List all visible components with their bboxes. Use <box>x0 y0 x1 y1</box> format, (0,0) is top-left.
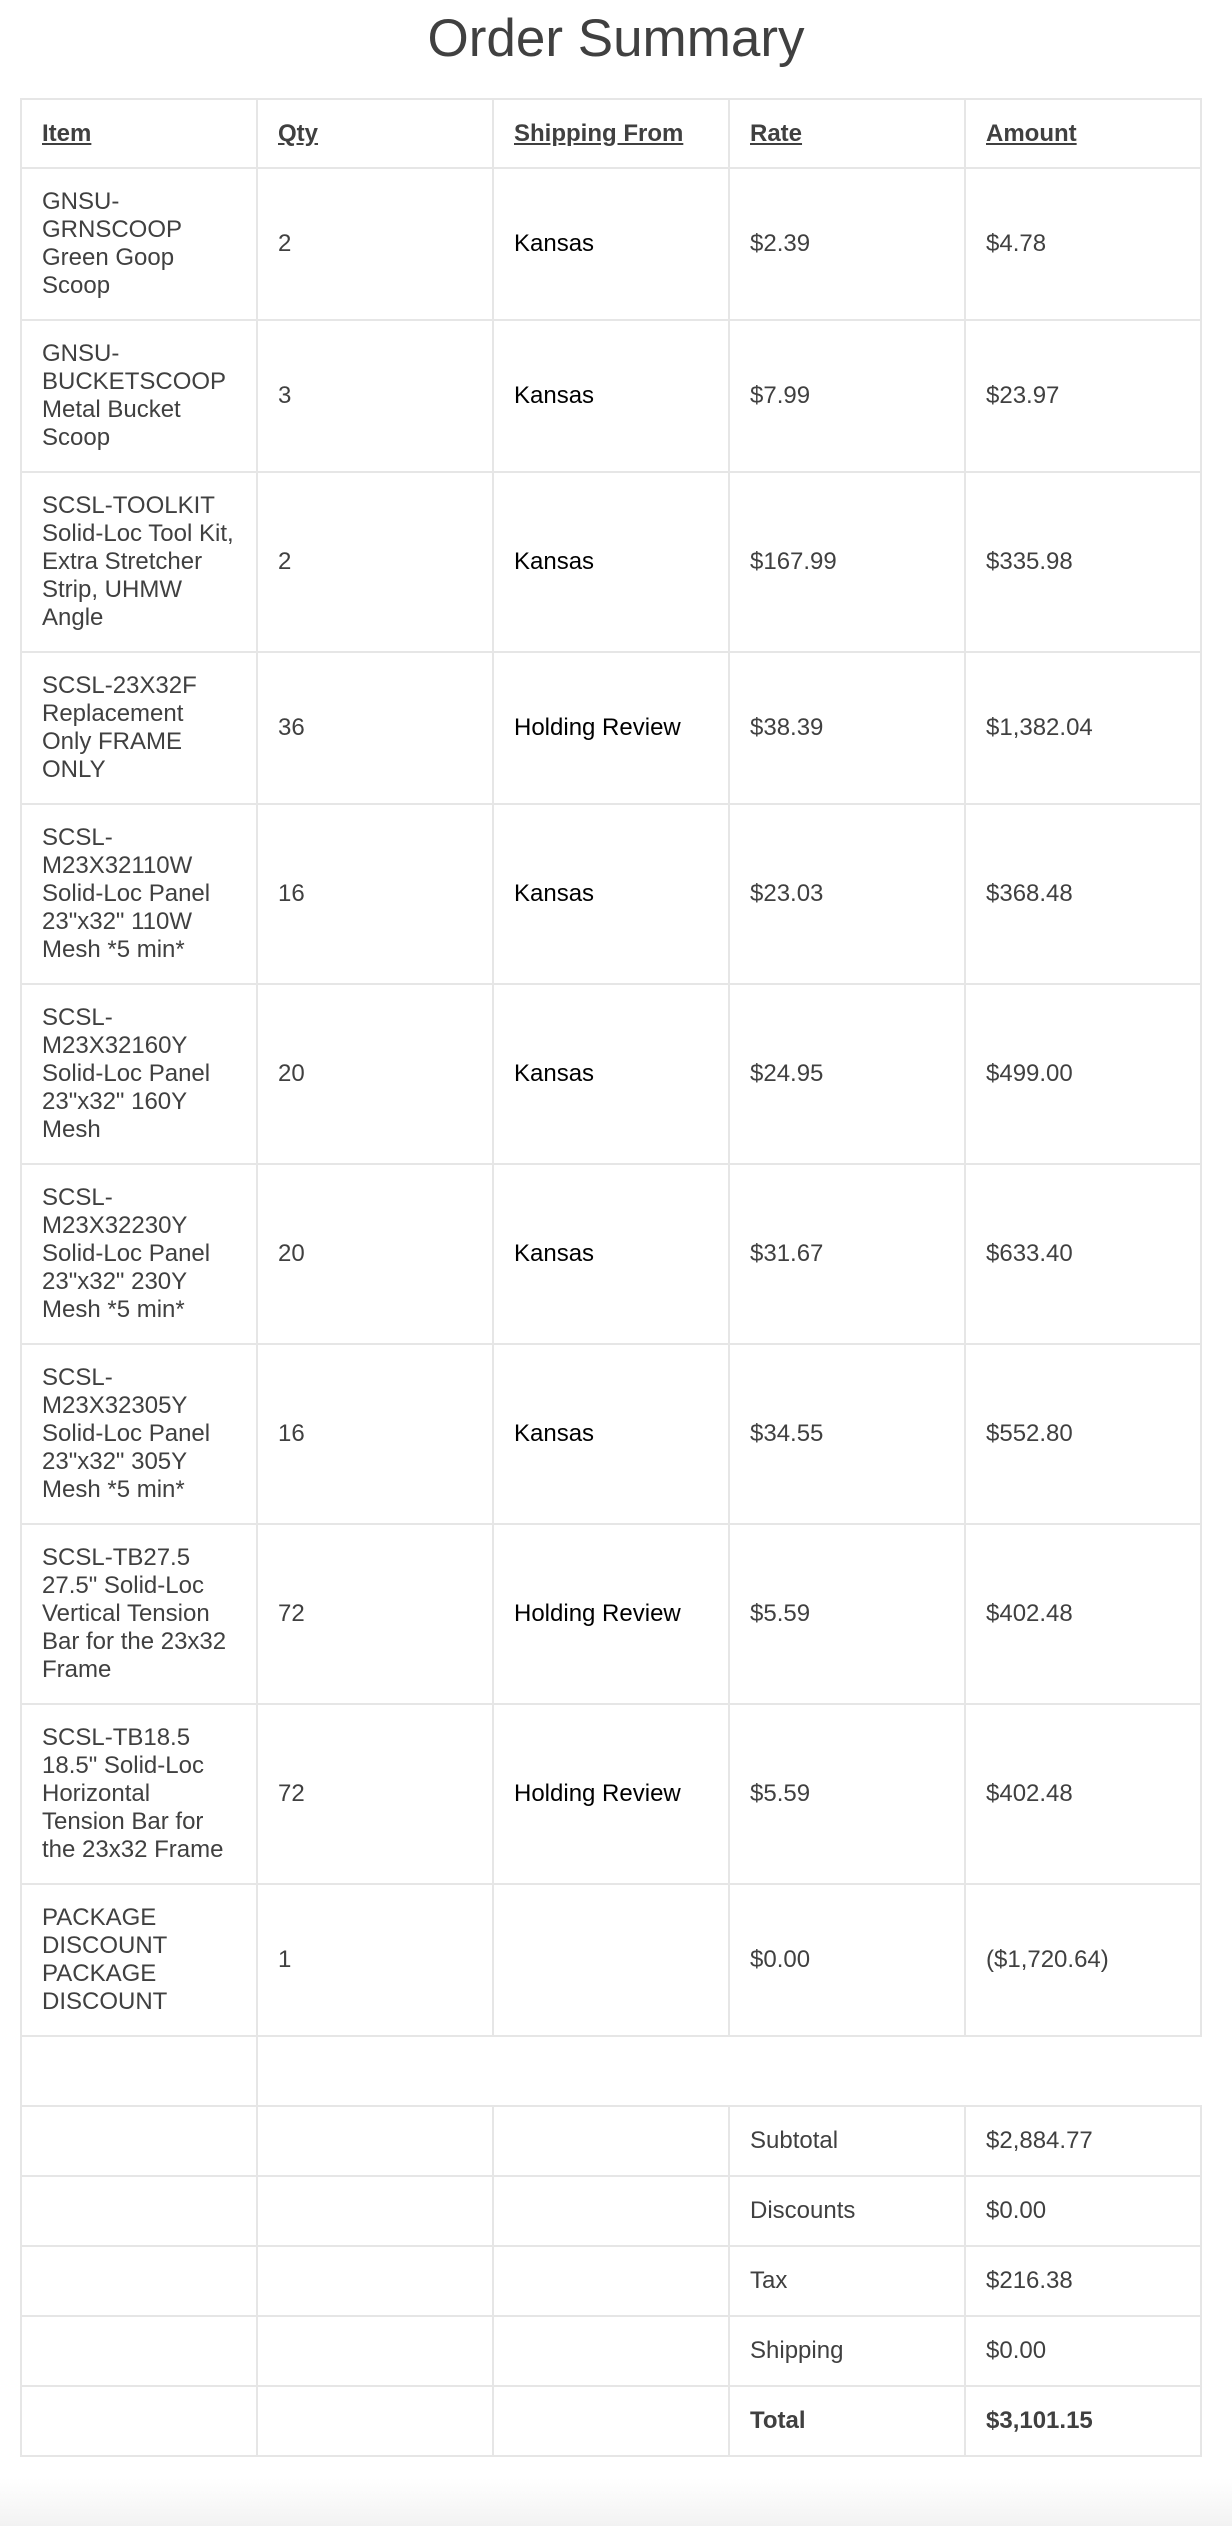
amount-cell: $402.48 <box>965 1524 1201 1704</box>
empty-cell <box>21 2106 257 2176</box>
empty-cell <box>21 2316 257 2386</box>
item-cell: SCSL-TB18.5 18.5" Solid-Loc Horizontal Tension Bar for the 23x32 Frame <box>21 1704 257 1884</box>
subtotal-row <box>21 2106 1201 2176</box>
qty-cell: 2 <box>257 168 493 320</box>
qty-cell: 2 <box>257 472 493 652</box>
rate-cell: $5.59 <box>729 1704 965 1884</box>
qty-cell: 1 <box>257 1884 493 2036</box>
item-cell: SCSL-TOOLKIT Solid-Loc Tool Kit, Extra Stretcher Strip, UHMW Angle <box>21 472 257 652</box>
header-qty-cell <box>257 99 493 168</box>
item-cell: SCSL-M23X32110W Solid-Loc Panel 23"x32" 110W Mesh *5 min* <box>21 804 257 984</box>
empty-cell <box>21 2176 257 2246</box>
table-row <box>21 320 1201 472</box>
tax-row <box>21 2246 1201 2316</box>
empty-cell <box>493 2246 729 2316</box>
table-header-row <box>21 99 1201 168</box>
header-shipping-from[interactable]: Shipping From <box>514 119 684 147</box>
shipping-from-cell: Kansas <box>493 472 729 652</box>
shipping-row <box>21 2316 1201 2386</box>
total-value: $3,101.15 <box>965 2386 1201 2456</box>
empty-cell <box>21 2386 257 2456</box>
shipping-from-cell: Kansas <box>493 1344 729 1524</box>
table-row <box>21 1524 1201 1704</box>
amount-cell: $4.78 <box>965 168 1201 320</box>
order-summary-table <box>20 98 1202 2457</box>
qty-cell: 20 <box>257 984 493 1164</box>
amount-cell: $552.80 <box>965 1344 1201 1524</box>
table-row <box>21 804 1201 984</box>
item-cell: SCSL-M23X32305Y Solid-Loc Panel 23"x32" 305Y Mesh *5 min* <box>21 1344 257 1524</box>
amount-cell: ($1,720.64) <box>965 1884 1201 2036</box>
amount-cell: $402.48 <box>965 1704 1201 1884</box>
item-cell: GNSU-GRNSCOOP Green Goop Scoop <box>21 168 257 320</box>
shipping-from-cell: Kansas <box>493 320 729 472</box>
empty-cell <box>21 2246 257 2316</box>
shipping-label: Shipping <box>729 2316 965 2386</box>
amount-cell: $368.48 <box>965 804 1201 984</box>
empty-cell <box>257 2316 493 2386</box>
total-row <box>21 2386 1201 2456</box>
tax-label: Tax <box>729 2246 965 2316</box>
empty-cell <box>493 2106 729 2176</box>
qty-cell: 72 <box>257 1704 493 1884</box>
shipping-from-cell: Holding Review <box>493 1524 729 1704</box>
amount-cell: $23.97 <box>965 320 1201 472</box>
page-bottom-fade <box>0 2478 1232 2526</box>
rate-cell: $167.99 <box>729 472 965 652</box>
empty-cell <box>493 2386 729 2456</box>
shipping-from-cell <box>493 1884 729 2036</box>
qty-cell: 16 <box>257 804 493 984</box>
header-amount[interactable]: Amount <box>986 119 1077 147</box>
shipping-from-cell: Kansas <box>493 804 729 984</box>
discounts-value: $0.00 <box>965 2176 1201 2246</box>
table-row <box>21 472 1201 652</box>
qty-cell: 20 <box>257 1164 493 1344</box>
subtotal-label: Subtotal <box>729 2106 965 2176</box>
table-row <box>21 1344 1201 1524</box>
page-title: Order Summary <box>427 9 805 68</box>
shipping-from-cell: Holding Review <box>493 652 729 804</box>
item-cell: PACKAGE DISCOUNT PACKAGE DISCOUNT <box>21 1884 257 2036</box>
empty-cell <box>493 2176 729 2246</box>
rate-cell: $0.00 <box>729 1884 965 2036</box>
subtotal-value: $2,884.77 <box>965 2106 1201 2176</box>
header-rate[interactable]: Rate <box>750 119 803 147</box>
item-cell: GNSU-BUCKETSCOOP Metal Bucket Scoop <box>21 320 257 472</box>
header-item-cell <box>21 99 257 168</box>
header-qty[interactable]: Qty <box>278 119 319 147</box>
amount-cell: $499.00 <box>965 984 1201 1164</box>
discounts-label: Discounts <box>729 2176 965 2246</box>
header-rate-cell <box>729 99 965 168</box>
rate-cell: $2.39 <box>729 168 965 320</box>
shipping-from-cell: Kansas <box>493 1164 729 1344</box>
rate-cell: $38.39 <box>729 652 965 804</box>
tax-value: $216.38 <box>965 2246 1201 2316</box>
qty-cell: 3 <box>257 320 493 472</box>
item-cell: SCSL-M23X32160Y Solid-Loc Panel 23"x32" 160Y Mesh <box>21 984 257 1164</box>
qty-cell: 36 <box>257 652 493 804</box>
header-amount-cell <box>965 99 1201 168</box>
qty-cell: 72 <box>257 1524 493 1704</box>
table-row <box>21 1704 1201 1884</box>
table-row <box>21 984 1201 1164</box>
rate-cell: $31.67 <box>729 1164 965 1344</box>
empty-cell <box>257 2386 493 2456</box>
empty-cell <box>257 2106 493 2176</box>
empty-cell <box>257 2176 493 2246</box>
rate-cell: $24.95 <box>729 984 965 1164</box>
header-shipping-from-cell <box>493 99 729 168</box>
table-row <box>21 1164 1201 1344</box>
empty-cell <box>493 2316 729 2386</box>
spacer-row <box>21 2036 1201 2106</box>
item-cell: SCSL-TB27.5 27.5" Solid-Loc Vertical Tension Bar for the 23x32 Frame <box>21 1524 257 1704</box>
spacer-cell <box>257 2036 1201 2106</box>
rate-cell: $7.99 <box>729 320 965 472</box>
rate-cell: $23.03 <box>729 804 965 984</box>
item-cell: SCSL-23X32F Replacement Only FRAME ONLY <box>21 652 257 804</box>
shipping-from-cell: Kansas <box>493 984 729 1164</box>
shipping-value: $0.00 <box>965 2316 1201 2386</box>
rate-cell: $5.59 <box>729 1524 965 1704</box>
shipping-from-cell: Kansas <box>493 168 729 320</box>
spacer-cell <box>21 2036 257 2106</box>
item-cell: SCSL-M23X32230Y Solid-Loc Panel 23"x32" 230Y Mesh *5 min* <box>21 1164 257 1344</box>
amount-cell: $633.40 <box>965 1164 1201 1344</box>
total-label: Total <box>729 2386 965 2456</box>
table-row <box>21 168 1201 320</box>
qty-cell: 16 <box>257 1344 493 1524</box>
table-row <box>21 652 1201 804</box>
amount-cell: $335.98 <box>965 472 1201 652</box>
rate-cell: $34.55 <box>729 1344 965 1524</box>
table-row <box>21 1884 1201 2036</box>
discounts-row <box>21 2176 1201 2246</box>
empty-cell <box>257 2246 493 2316</box>
header-item[interactable]: Item <box>42 119 92 147</box>
amount-cell: $1,382.04 <box>965 652 1201 804</box>
shipping-from-cell: Holding Review <box>493 1704 729 1884</box>
